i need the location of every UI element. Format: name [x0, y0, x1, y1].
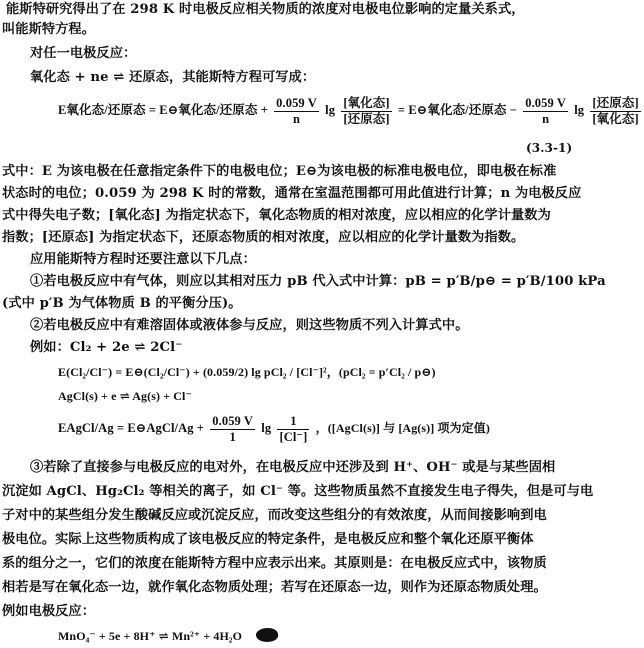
paragraph-line: 能斯特研究得出了在 298 K 时电极反应相关物质的浓度对电极电位影响的定量关系式，	[6, 2, 525, 17]
paragraph-line: 状态时的电位；0.059 为 298 K 时的常数，通常在室温范围都可用此值进行计算；n 为电极反应	[2, 186, 582, 201]
paragraph-line: 相若是写在氧化态一边，就作氧化态物质处理；若写在还原态一边，则作为还原态物质处理。	[2, 580, 547, 595]
fraction-numerator: [氧化态]	[343, 95, 390, 110]
paragraph-line: 对任一电极反应：	[30, 46, 137, 61]
fraction-denominator: [Cl⁻]	[279, 429, 308, 444]
fraction-numerator: 0.059 V	[276, 95, 317, 110]
fraction-denominator: [氧化态]	[592, 111, 639, 126]
fraction-numerator: 0.059 V	[525, 95, 566, 110]
agcl-nernst-equation	[58, 410, 490, 446]
equation-lhs: EAgCl/Ag = E⊖AgCl/Ag +	[58, 421, 205, 435]
equation-number: (3.3-1)	[526, 141, 573, 155]
fraction-numerator: 0.059 V	[212, 413, 254, 428]
equation-line: E(Cl₂/Cl⁻) = E⊖(Cl₂/Cl⁻) + (0.059/2) lg pCl₂ / [Cl⁻]²，(pCl₂ = p′Cl₂ / p⊖)	[58, 365, 436, 379]
fraction	[210, 414, 255, 445]
paragraph-line: 极电位。实际上这些物质构成了该电极反应的特定条件，是电极反应和整个氧化还原平衡体	[2, 532, 534, 547]
fraction	[590, 96, 640, 127]
fraction-denominator: [还原态]	[343, 111, 390, 126]
example-line: 例如：Cl₂ + 2e ⇌ 2Cl⁻	[30, 340, 183, 355]
paragraph-line: ②若电极反应中有难溶固体或液体参与反应，则这些物质不列入计算式中。	[30, 318, 469, 333]
paragraph-line: 式中得失电子数；[氧化态] 为指定状态下，氧化态物质的相对浓度，应以相应的化学计量数为	[2, 208, 551, 223]
paragraph-line: 系的组分之一，它们的浓度在能斯特方程中应表示出来。其原则是：在电极反应式中，该物质	[2, 556, 547, 571]
fraction-numerator: 1	[277, 414, 309, 430]
paragraph-line: 子对中的某些组分发生酸碱反应或沉淀反应，而改变这些组分的有效浓度，从而间接影响到电	[2, 508, 547, 523]
nernst-equation	[58, 92, 644, 128]
paragraph-line: 式中：E 为该电极在任意指定条件下的电极电位；E⊖为该电极的标准电极电位，即电极在标准	[2, 164, 557, 179]
paragraph-line: (式中 p′B 为气体物质 B 的平衡分压)。	[2, 296, 242, 311]
fraction-numerator: [还原态]	[592, 95, 639, 110]
fraction	[277, 414, 309, 445]
paragraph-line: 例如电极反应：	[2, 604, 96, 619]
reaction-line: 氧化态 + ne ⇌ 还原态，其能斯特方程可写成：	[30, 70, 316, 85]
fraction	[523, 96, 568, 127]
log-symbol: lg	[325, 103, 336, 117]
fraction-denominator: n	[542, 111, 550, 126]
paragraph-line: 叫能斯特方程。	[2, 22, 96, 37]
log-symbol: lg	[261, 421, 272, 435]
paragraph-line: 指数；[还原态] 为指定状态下，还原态物质的相对浓度，应以相应的化学计量数为指数。	[2, 230, 525, 245]
reaction-line: AgCl(s) + e ⇌ Ag(s) + Cl⁻	[58, 389, 192, 403]
log-symbol: lg	[574, 103, 585, 117]
fraction-denominator: n	[293, 111, 301, 126]
equation-note: ，([AgCl(s)] 与 [Ag(s)] 项为定值)	[315, 421, 490, 435]
paragraph-line: ①若电极反应中有气体，则应以其相对压力 pB 代入式中计算：pB = p′B/p⊖ = p′B/100 kPa	[30, 274, 606, 289]
equation-lhs: E氧化态/还原态 = E⊖氧化态/还原态 +	[58, 103, 268, 117]
fraction	[341, 96, 391, 127]
fraction	[274, 96, 319, 127]
fraction-denominator: 1	[229, 429, 236, 444]
reaction-line: MnO₄⁻ + 5e + 8H⁺ ⇌ Mn²⁺ + 4H₂O	[58, 629, 243, 643]
ink-blot	[255, 627, 279, 644]
equation-middle: = E⊖氧化态/还原态 −	[397, 103, 517, 117]
paragraph-line: 沉淀如 AgCl、Hg₂Cl₂ 等相关的离子，如 Cl⁻ 等。这些物质虽然不直接发生电子得失，但是可与电	[2, 484, 594, 499]
paragraph-line: ③若除了直接参与电极反应的电对外，在电极反应中还涉及到 H⁺、OH⁻ 或是与某些固相	[30, 460, 556, 475]
paragraph-line: 应用能斯特方程时还要注意以下几点：	[30, 252, 256, 267]
